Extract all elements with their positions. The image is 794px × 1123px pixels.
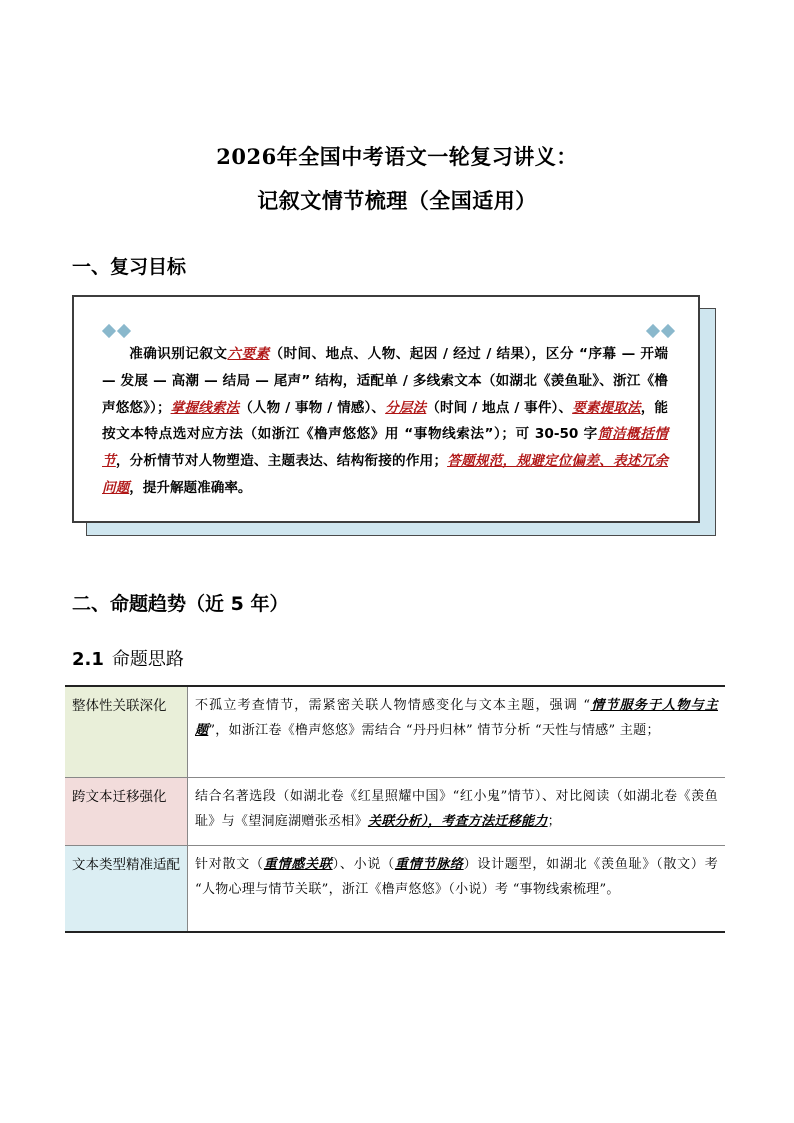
diamond-ornament-left-icon [104, 321, 134, 340]
highlight-answer-norms: 答题规范，规避定位偏差、表述冗余问题 [102, 453, 669, 496]
section2-heading: 二、命题趋势（近 5 年） [72, 593, 289, 615]
highlight-layer-method: 分层法 [385, 399, 427, 416]
table-row [65, 686, 725, 778]
subsection-heading [72, 645, 184, 671]
row-content: 针对散文（重情感关联）、小说（重情节脉络）设计题型，如湖北《羡鱼耻》（散文）考 “人物心理与情节关联”，浙江《橹声悠悠》（小说）考 “事物线索梳理”。 [188, 846, 726, 933]
diamond-ornament-right-icon [648, 321, 678, 340]
section1-heading: 一、复习目标 [72, 256, 187, 278]
row-label: 整体性关联深化 [65, 686, 188, 778]
trend-table [65, 685, 725, 933]
highlight-element-extraction: 要素提取法 [572, 399, 641, 416]
document-title-line2: 记叙文情节梳理（全国适用） [257, 188, 537, 213]
row-label: 跨文本迁移强化 [65, 778, 188, 846]
subsection-title: 命题思路 [111, 649, 184, 670]
row-label: 文本类型精准适配 [65, 846, 188, 933]
row-content: 结合名著选段（如湖北卷《红星照耀中国》“红小鬼”情节）、对比阅读（如湖北卷《羡鱼耻》与《望洞庭湖赠张丞相》关联分析），考查方法迁移能力； [188, 778, 726, 846]
goal-box [72, 295, 700, 523]
row-content: 不孤立考查情节，需紧密关联人物情感变化与文本主题，强调 “情节服务于人物与主题”，如浙江卷《橹声悠悠》需结合 “丹丹归林” 情节分析 “天性与情感” 主题； [195, 698, 718, 738]
table-row [65, 846, 725, 933]
subsection-number: 2.1 [72, 649, 104, 670]
document-title-line1: 2026年全国中考语文一轮复习讲义： [216, 144, 578, 169]
goal-text: 准确识别记叙文六要素（时间、地点、人物、起因 / 经过 / 结果），区分 “序幕 — 开端 — 发展 — 高潮 — 结局 — 尾声” 结构，适配单 / 多线索文本（如湖北《羡鱼耻》、浙江《橹声悠悠》）；掌握线索法（人物 / 事物 / 情感）、分层法（时间 / 地点 / 事件）、要素提取法，能按文本特点选对应方法（如浙江《橹声悠悠》用 “事物线索法”）；可 30-50 字简洁概括情节，分析情节对人物塑造、主题表达、结构衔接的作用；答题规范，规避定位偏差、表述冗余问题，提升解题准确率。 [102, 346, 669, 496]
highlight-six-elements: 六要素 [227, 346, 270, 362]
table-row [65, 778, 725, 846]
highlight-clue-method: 掌握线索法 [170, 399, 240, 416]
highlight-concise-summary: 简洁概括情节 [102, 426, 668, 470]
